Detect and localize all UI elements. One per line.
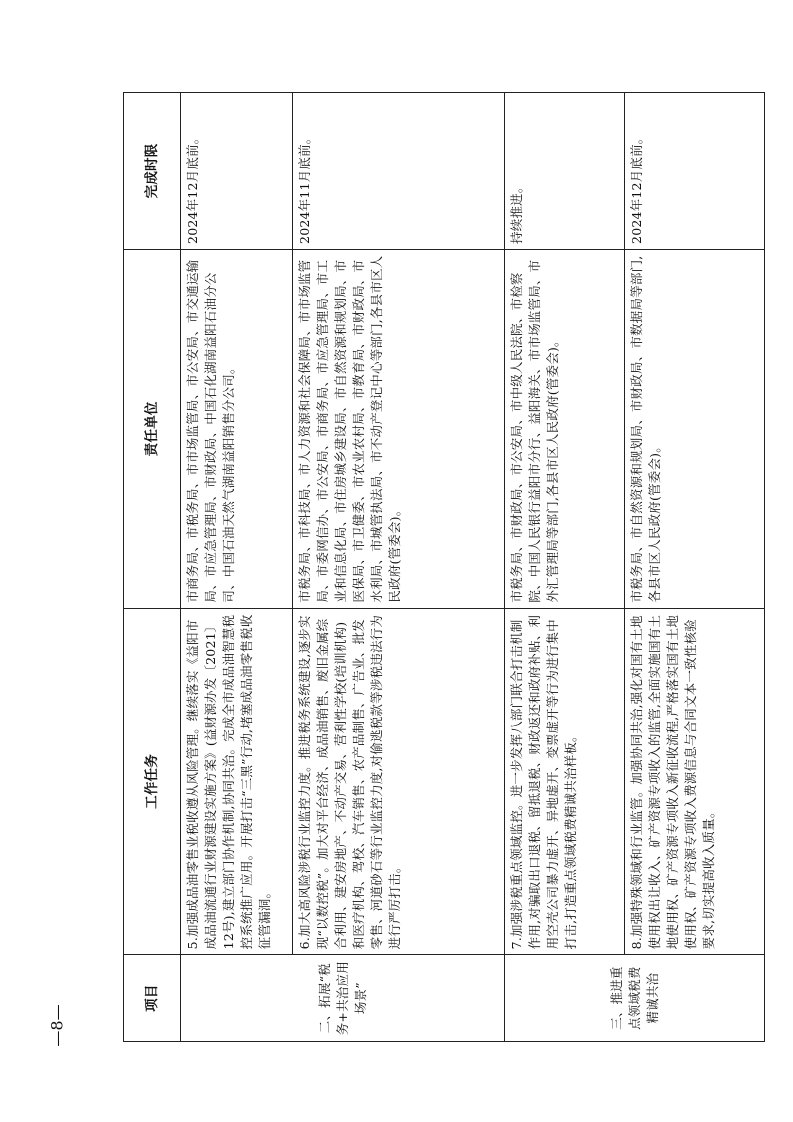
project-cell: 二、拓展“税务+共治应用场景” [181, 955, 505, 1042]
table-header-row [124, 93, 181, 1042]
table-row [181, 93, 293, 1042]
task-cell: 5.加强成品油零售业税收遵从风险管理。继续落实《益阳市成品油流通行业财源建设实施方案》(益财源办发〔2021〕12号),建立部门协作机制,协同共治。完成全市成品油智慧税控系统推广应用。开展打击“三黑”行动,堵塞成品油零售税收征管漏洞。 [181, 608, 293, 955]
table-row [293, 93, 505, 1042]
table-row [505, 93, 625, 1042]
table-row [625, 93, 765, 1042]
page-number [27, 990, 87, 1060]
project-cell: 三、推进重点领域税费精诚共治 [505, 955, 765, 1042]
unit-cell: 市税务局、市自然资源和规划局、市财政局、市数据局等部门,各县市区人民政府(管委会)。 [625, 249, 765, 608]
deadline-cell: 2024年11月底前。 [293, 93, 505, 250]
header-task: 工作任务 [124, 608, 181, 955]
header-deadline: 完成时限 [124, 93, 181, 250]
task-cell: 8.加强特殊领域和行业监管。加强协同共治,强化对国有土地使用权出让收入、矿产资源专项收入的监管,全面实施国有土地使用权、矿产资源专项收入新征收流程,严格落实国有土地使用权、矿产资源专项收入费源信息与合同文本一致性核验要求,切实提高收入质量。 [625, 608, 765, 955]
deadline-cell: 持续推进。 [505, 93, 625, 250]
header-project: 项目 [124, 955, 181, 1042]
rotated-table-sheet [123, 92, 758, 1042]
task-cell: 7.加强涉税重点领域监控。进一步发挥八部门联合打击机制作用,对骗取出口退税、留抵退税、财政返还和政府补贴、利用空壳公司暴力虚开、异地虚开、变票虚开等行为进行集中打击,打造重点领域税费精诚共治样板。 [505, 608, 625, 955]
task-table [123, 92, 765, 1042]
page-number-text: —8— [47, 1003, 67, 1047]
deadline-cell: 2024年12月底前。 [181, 93, 293, 250]
unit-cell: 市商务局、市税务局、市市场监管局、市公安局、市交通运输局、市应急管理局、市财政局、中国石化湖南益阳石油分公司、中国石油天然气湖南益阳销售分公司。 [181, 249, 293, 608]
header-unit: 责任单位 [124, 249, 181, 608]
unit-cell: 市税务局、市科技局、市人力资源和社会保障局、市市场监管局、市委网信办、市公安局、市商务局、市应急管理局、市工业和信息化局、市住房城乡建设局、市自然资源和规划局、市医保局、市卫健委、市农业农村局、市教育局、市财政局、市水利局、市城管执法局、市不动产登记中心等部门,各县市区人民政府(管委会)。 [293, 249, 505, 608]
deadline-cell: 2024年12月底前。 [625, 93, 765, 250]
unit-cell: 市税务局、市财政局、市公安局、市中级人民法院、市检察院、中国人民银行益阳市分行、益阳海关、市市场监管局、市外汇管理局等部门,各县市区人民政府(管委会)。 [505, 249, 625, 608]
task-cell: 6.加大高风险涉税行业监控力度。推进税务系统建设,逐步实现“以数控税”。加大对平台经济、成品油销售、废旧金属综合利用、建安房地产、不动产交易、营利性学校(培训机构)和医疗机构、驾校、汽车销售、农产品制售、广告业、批发零售、河道砂石等行业监控力度,对偷逃税款等涉税违法行为进行严厉打击。 [293, 608, 505, 955]
